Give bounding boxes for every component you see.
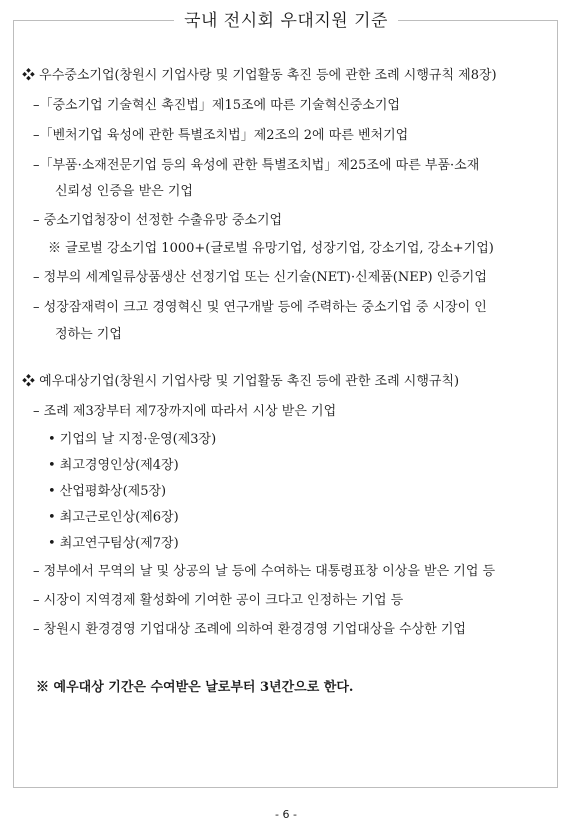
sub-list-item: • 최고경영인상(제4장) — [48, 458, 179, 473]
diamond-icon: ❖ — [22, 374, 36, 389]
list-item: – 중소기업청장이 선정한 수출유망 중소기업 — [33, 213, 283, 228]
list-item-continuation: 신뢰성 인증을 받은 기업 — [55, 184, 193, 199]
list-item: – 성장잠재력이 크고 경영혁신 및 연구개발 등에 주력하는 중소기업 중 시장이 인 — [33, 300, 487, 315]
list-item: –「벤처기업 육성에 관한 특별조치법」제2조의 2에 따른 벤처기업 — [33, 128, 409, 143]
note-item: ※ 글로벌 강소기업 1000+(글로벌 유망기업, 성장기업, 강소기업, 강소+기업) — [48, 241, 494, 256]
period-note: ※ 예우대상 기간은 수여받은 날로부터 3년간으로 한다. — [36, 680, 354, 695]
list-item: – 시장이 지역경제 활성화에 기여한 공이 크다고 인정하는 기업 등 — [33, 593, 404, 608]
list-item: –「중소기업 기술혁신 촉진법」제15조에 따른 기술혁신중소기업 — [33, 98, 400, 113]
list-item-continuation: 정하는 기업 — [55, 327, 122, 342]
section1-heading: ❖ 우수중소기업(창원시 기업사랑 및 기업활동 촉진 등에 관한 조례 시행규칙 제8장) — [22, 68, 497, 83]
sub-list-item: • 기업의 날 지정·운영(제3장) — [48, 432, 217, 447]
sub-list-item: • 최고근로인상(제6장) — [48, 510, 179, 525]
page-title: 국내 전시회 우대지원 기준 — [0, 9, 572, 33]
list-item: –「부품·소재전문기업 등의 육성에 관한 특별조치법」제25조에 따른 부품·소재 — [33, 158, 480, 173]
list-item: – 정부의 세계일류상품생산 선정기업 또는 신기술(NET)·신제품(NEP) 인증기업 — [33, 270, 487, 285]
section2-heading: ❖ 예우대상기업(창원시 기업사랑 및 기업활동 촉진 등에 관한 조례 시행규칙) — [22, 374, 460, 389]
sub-list-item: • 최고연구팀상(제7장) — [48, 536, 179, 551]
diamond-icon: ❖ — [22, 68, 36, 83]
list-item: – 조례 제3장부터 제7장까지에 따라서 시상 받은 기업 — [33, 404, 337, 419]
list-item: – 정부에서 무역의 날 및 상공의 날 등에 수여하는 대통령표창 이상을 받은 기업 등 — [33, 564, 496, 579]
sub-list-item: • 산업평화상(제5장) — [48, 484, 167, 499]
list-item: – 창원시 환경경영 기업대상 조례에 의하여 환경경영 기업대상을 수상한 기업 — [33, 622, 466, 637]
page-number: - 6 - — [275, 808, 297, 821]
